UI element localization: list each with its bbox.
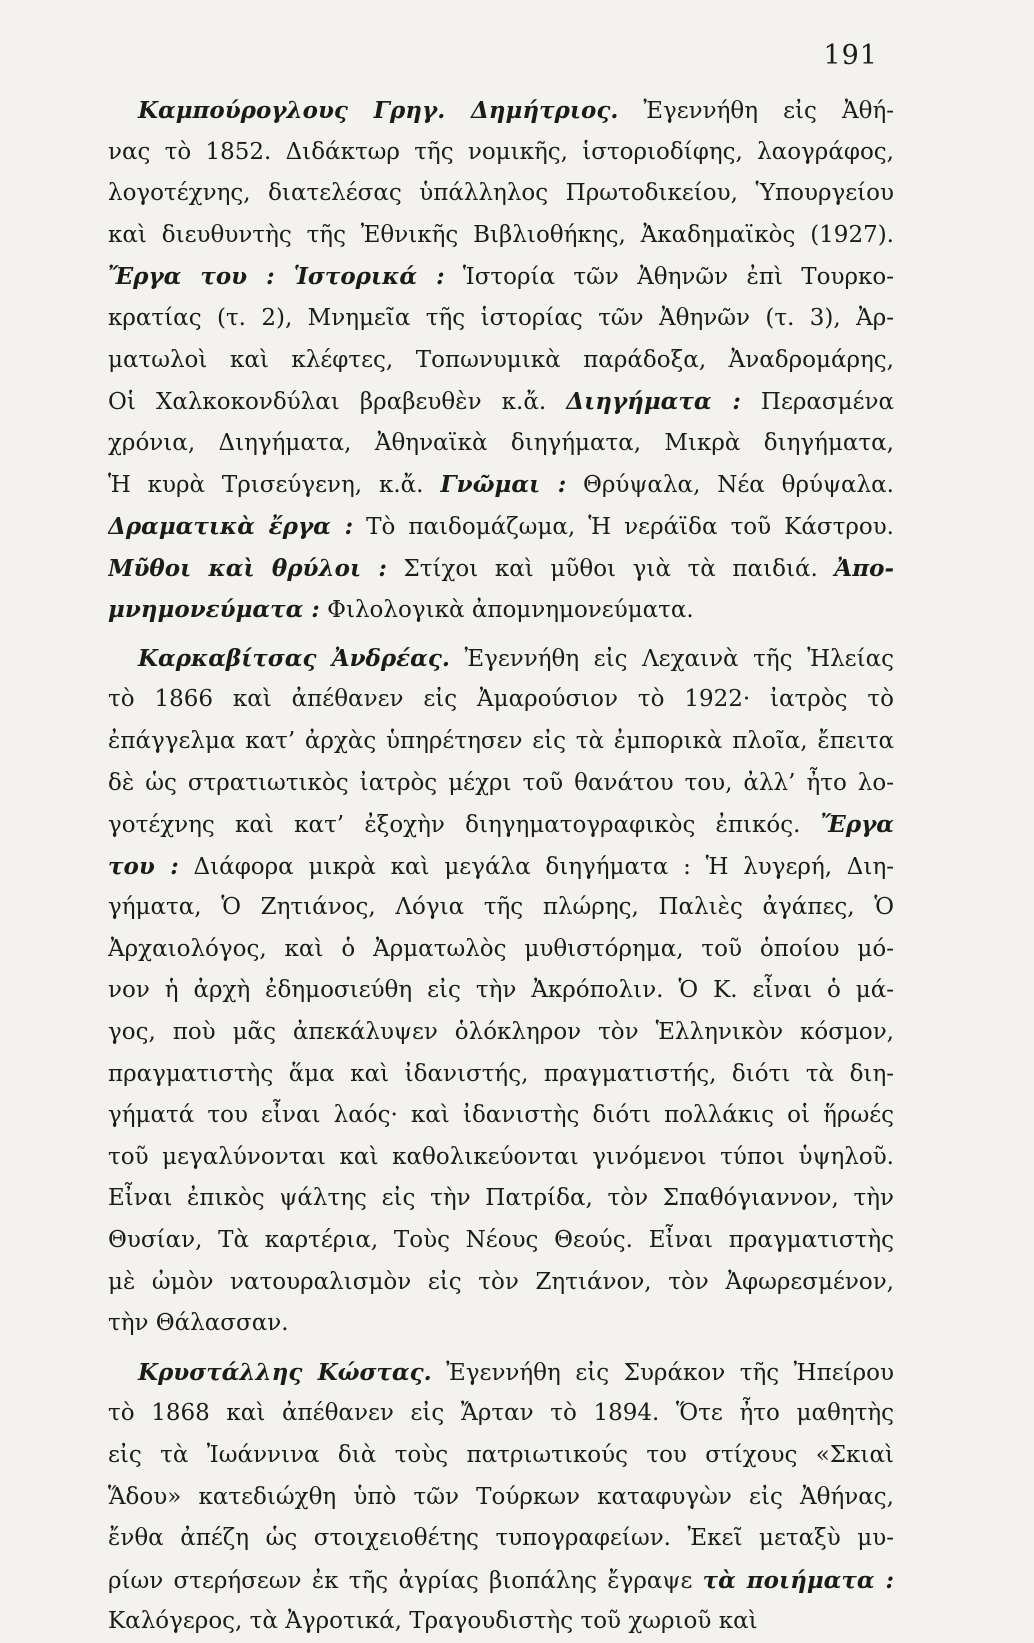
entry-karkavitsas xyxy=(108,638,894,1345)
text-run: τὸ 1868 καὶ ἀπέθανεν εἰς Ἄρταν τὸ 1894. Ὅτε ἦτο μαθητὴς xyxy=(108,1400,894,1427)
text-line xyxy=(108,506,894,548)
text-run: ἔνθα ἀπέζη ὡς στοιχειοθέτης τυπογραφείων. Ἐκεῖ μεταξὺ μυ- xyxy=(108,1525,894,1552)
text-run: ματωλοὶ καὶ κλέφτες, Τοπωνυμικὰ παράδοξα, Ἀναδρομάρης, xyxy=(108,346,894,373)
text-run: τοῦ μεγαλύνονται καὶ καθολικεύονται γινόμενοι τύποι ὑψηλοῦ. xyxy=(108,1143,894,1170)
text-run: Οἱ Χαλκοκονδύλαι βραβευθὲν κ.ἄ. xyxy=(108,389,567,416)
text-line xyxy=(108,298,894,340)
bold-heading: τὰ ποιήματα : xyxy=(702,1566,894,1594)
text-line xyxy=(108,1393,894,1435)
text-run: γος, ποὺ μᾶς ἀπεκάλυψεν ὁλόκληρον τὸν Ἑλληνικὸν κόσμον, xyxy=(108,1019,894,1046)
text-run: Καλόγερος, τὰ Ἀγροτικά, Τραγουδιστὴς τοῦ χωριοῦ καὶ xyxy=(108,1608,758,1635)
text-run: πραγματιστὴς ἅμα καὶ ἰδανιστής, πραγματιστής, διότι τὰ διη- xyxy=(108,1060,894,1087)
bold-heading: Διηγήματα : xyxy=(566,388,741,416)
bold-heading: Κρυστάλλης Κώστας. xyxy=(138,1358,432,1386)
text-line xyxy=(108,132,894,174)
bold-heading: Καμπούρογλους Γρηγ. Δημήτριος. xyxy=(138,97,619,124)
text-line xyxy=(108,1262,894,1304)
text-run: ἐπάγγελμα κατ’ ἀρχὰς ὑπηρέτησεν εἰς τὰ ἐμπορικὰ πλοῖα, ἔπειτα xyxy=(108,727,894,754)
text-line xyxy=(108,763,894,805)
text-run: Ἀρχαιολόγος, καὶ ὁ Ἀρματωλὸς μυθιστόρημα, τοῦ ὁποίου μό- xyxy=(108,935,894,962)
text-run: Εἶναι ἐπικὸς ψάλτης εἰς τὴν Πατρίδα, τὸν Σπαθόγιαννον, τὴν xyxy=(108,1185,894,1212)
text-line xyxy=(108,721,894,763)
bold-heading: Μῦθοι καὶ θρύλοι : xyxy=(108,554,387,582)
text-line xyxy=(108,1435,894,1477)
text-line xyxy=(108,1137,894,1179)
text-run: εἰς τὰ Ἰωάννινα διὰ τοὺς πατριωτικούς του στίχους «Σκιαὶ xyxy=(108,1442,894,1468)
text-line xyxy=(108,381,894,423)
text-line xyxy=(108,1518,894,1560)
text-line xyxy=(108,1303,894,1345)
text-line xyxy=(108,1178,894,1220)
text-line xyxy=(108,548,894,590)
text-line xyxy=(108,256,894,298)
text-line xyxy=(108,887,894,929)
text-line xyxy=(108,1352,894,1394)
text-run: νον ἡ ἀρχὴ ἐδημοσιεύθη εἰς τὴν Ἀκρόπολιν. Ὁ Κ. εἶναι ὁ μά- xyxy=(108,977,894,1004)
text-run: Περασμένα xyxy=(740,389,894,416)
bold-heading: Γνῶμαι : xyxy=(440,471,567,499)
text-run: Θυσίαν, Τὰ καρτέρια, Τοὺς Νέους Θεούς. Εἶναι πραγματιστὴς xyxy=(108,1227,894,1254)
text-run: τὴν Θάλασσαν. xyxy=(108,1310,289,1337)
text-run: Τὸ παιδομάζωμα, Ἡ νεράϊδα τοῦ Κάστρου. xyxy=(353,513,894,540)
bold-heading: του : xyxy=(108,852,179,880)
text-run: γήματα, Ὁ Ζητιάνος, Λόγια τῆς πλώρης, Παλιὲς ἀγάπες, Ὁ xyxy=(108,894,894,921)
text-run: Διάφορα μικρὰ καὶ μεγάλα διηγήματα : Ἡ λυγερή, Διη- xyxy=(178,853,894,880)
text-line xyxy=(108,589,894,631)
entry-krystallis xyxy=(108,1352,894,1643)
text-line xyxy=(108,215,894,257)
bold-heading: Ἀπο- xyxy=(834,554,894,582)
text-run: Ἱστορία τῶν Ἀθηνῶν ἐπὶ Τουρκο- xyxy=(444,264,894,291)
text-line xyxy=(108,1477,894,1519)
text-run: νας τὸ 1852. Διδάκτωρ τῆς νομικῆς, ἱστοριοδίφης, λαογράφος, xyxy=(108,138,894,165)
text-run: Ἐγεννήθη εἰς Συράκον τῆς Ἠπείρου xyxy=(431,1359,894,1386)
text-run: χρόνια, Διηγήματα, Ἀθηναϊκὰ διηγήματα, Μικρὰ διηγήματα, xyxy=(108,429,894,456)
text-line xyxy=(108,1220,894,1262)
text-line xyxy=(108,1012,894,1054)
text-line xyxy=(108,1601,894,1643)
text-line xyxy=(108,90,894,132)
bold-heading: Ἔργα του : Ἱστορικά : xyxy=(108,263,445,291)
text-run: λογοτέχνης, διατελέσας ὑπάλληλος Πρωτοδικείου, Ὑπουργείου xyxy=(108,180,894,207)
text-run: Φιλολογικὰ ἀπομνημονεύματα. xyxy=(319,597,694,624)
text-line xyxy=(108,679,894,721)
text-line xyxy=(108,929,894,971)
text-run: Ἡ κυρὰ Τρισεύγενη, κ.ἄ. xyxy=(108,472,441,499)
text-block xyxy=(108,90,894,1643)
text-line xyxy=(108,804,894,846)
text-run: τὸ 1866 καὶ ἀπέθανεν εἰς Ἀμαρούσιον τὸ 1922· ἰατρὸς τὸ xyxy=(108,686,894,713)
text-line xyxy=(108,423,894,465)
text-run: γοτέχνης καὶ κατ’ ἐξοχὴν διηγηματογραφικὸς ἐπικός. xyxy=(108,812,821,839)
entry-kampouroglou xyxy=(108,90,894,631)
text-run: καὶ διευθυντὴς τῆς Ἐθνικῆς Βιβλιοθήκης, Ἀκαδημαϊκὸς (1927). xyxy=(108,221,894,248)
text-line xyxy=(108,340,894,382)
text-run: ρίων στερήσεων ἐκ τῆς ἀγρίας βιοπάλης ἔγραψε xyxy=(108,1567,703,1594)
text-line xyxy=(108,1095,894,1137)
bold-heading: Ἔργα xyxy=(820,811,894,839)
page-number: 191 xyxy=(823,40,878,71)
text-run: γήματά του εἶναι λαός· καὶ ἰδανιστὴς διότι πολλάκις οἱ ἥρωές xyxy=(108,1102,894,1129)
text-line xyxy=(108,846,894,888)
text-run: μὲ ὠμὸν νατουραλισμὸν εἰς τὸν Ζητιάνον, τὸν Ἀφωρεσμένον, xyxy=(108,1268,894,1295)
bold-heading: μνημονεύματα : xyxy=(108,596,320,624)
text-run: Ἅδου» κατεδιώχθη ὑπὸ τῶν Τούρκων καταφυγὼν εἰς Ἀθήνας, xyxy=(108,1483,894,1510)
text-run: Θρύψαλα, Νέα θρύψαλα. xyxy=(566,472,894,499)
text-run: Ἐγεννήθη εἰς Ἀθή- xyxy=(618,98,894,124)
text-line xyxy=(108,464,894,506)
text-run: Στίχοι καὶ μῦθοι γιὰ τὰ παιδιά. xyxy=(386,555,835,582)
text-line xyxy=(108,970,894,1012)
text-run: Ἐγεννήθη εἰς Λεχαινὰ τῆς Ἠλείας xyxy=(449,645,894,672)
text-line xyxy=(108,1560,894,1602)
text-line xyxy=(108,173,894,215)
text-line xyxy=(108,638,894,680)
bold-heading: Δραματικὰ ἔργα : xyxy=(108,512,354,540)
text-run: κρατίας (τ. 2), Μνημεῖα τῆς ἱστορίας τῶν Ἀθηνῶν (τ. 3), Ἀρ- xyxy=(108,304,894,331)
text-line xyxy=(108,1054,894,1096)
text-run: δὲ ὡς στρατιωτικὸς ἰατρὸς μέχρι τοῦ θανάτου του, ἀλλ’ ἦτο λο- xyxy=(108,769,894,796)
bold-heading: Καρκαβίτσας Ἀνδρέας. xyxy=(138,644,450,672)
